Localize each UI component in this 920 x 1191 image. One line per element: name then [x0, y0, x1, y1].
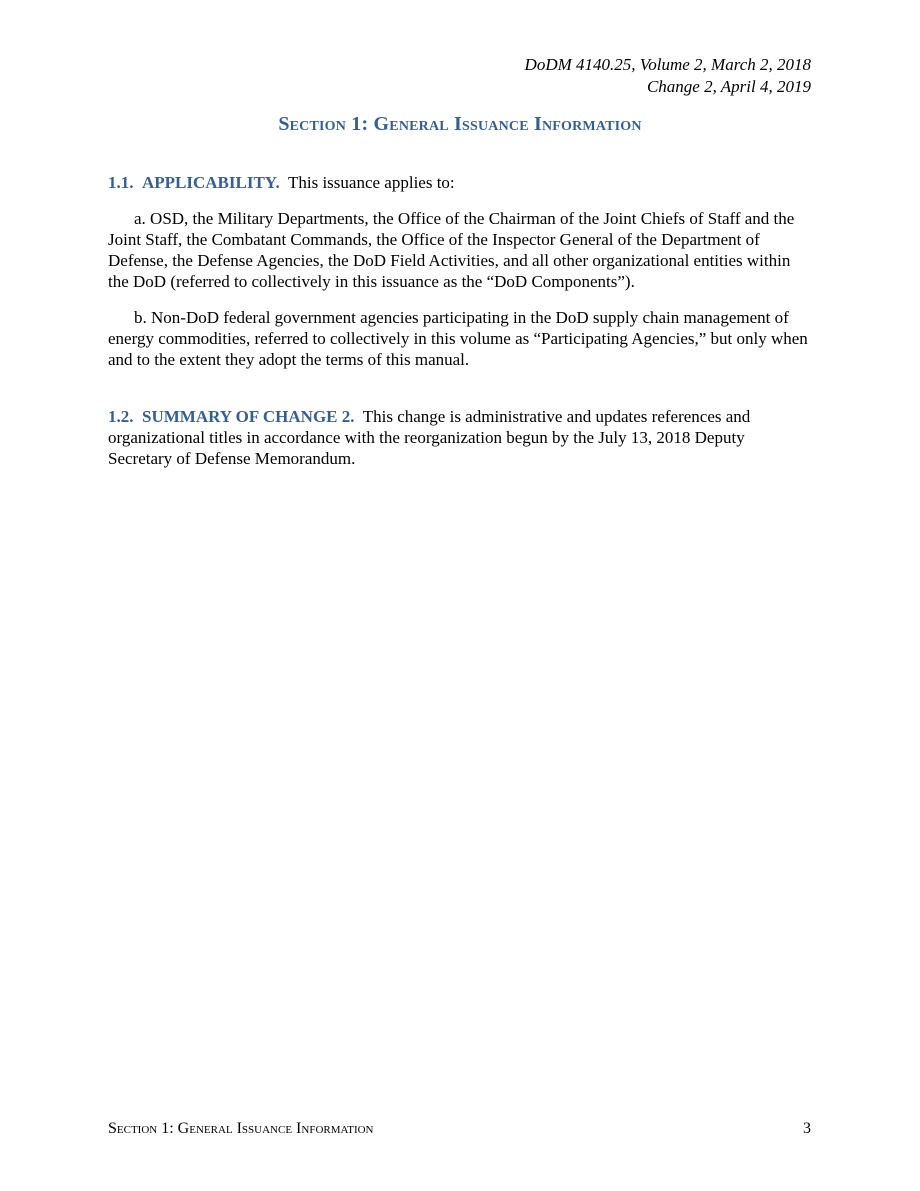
summary-number: 1.2. [108, 407, 134, 426]
applicability-item-a: a. OSD, the Military Departments, the Office of the Chairman of the Joint Chiefs of Staff and the Joint Staff, the Combatant Commands, the Office of the Inspector General of the Department of Defense, the Defense Agencies, the DoD Field Activities, and all other organizational entities within the DoD (referred to collectively in this issuance as the “DoD Components”). [108, 209, 795, 291]
applicability-intro: This issuance applies to: [287, 173, 455, 192]
page-number: 3 [803, 1120, 811, 1137]
header-change-date: Change 2, April 4, 2019 [646, 77, 811, 96]
summary-text: This change is administrative and updates references and organizational titles in accordance with the reorganization begun by the July 13, 2018 Deputy Secretary of Defense Memorandum. [108, 407, 751, 468]
summary-paragraph [108, 406, 810, 469]
applicability-heading: APPLICABILITY. [142, 173, 280, 192]
applicability-item-b: b. Non-DoD federal government agencies participating in the DoD supply chain management of energy commodities, referred to collectively in this volume as “Participating Agencies,” but only when and to the extent they adopt the terms of this manual. [108, 308, 808, 369]
summary-heading: SUMMARY OF CHANGE 2. [142, 407, 355, 426]
footer-section-title: Section 1: General Issuance Information [108, 1120, 374, 1137]
document-body [108, 172, 810, 484]
section-title: Section 1: General Issuance Information [278, 113, 642, 135]
applicability-paragraph [108, 172, 810, 193]
header-document-id: DoDM 4140.25, Volume 2, March 2, 2018 [524, 55, 811, 74]
applicability-number: 1.1. [108, 173, 134, 192]
document-header [525, 54, 811, 98]
page-footer [108, 1120, 811, 1138]
